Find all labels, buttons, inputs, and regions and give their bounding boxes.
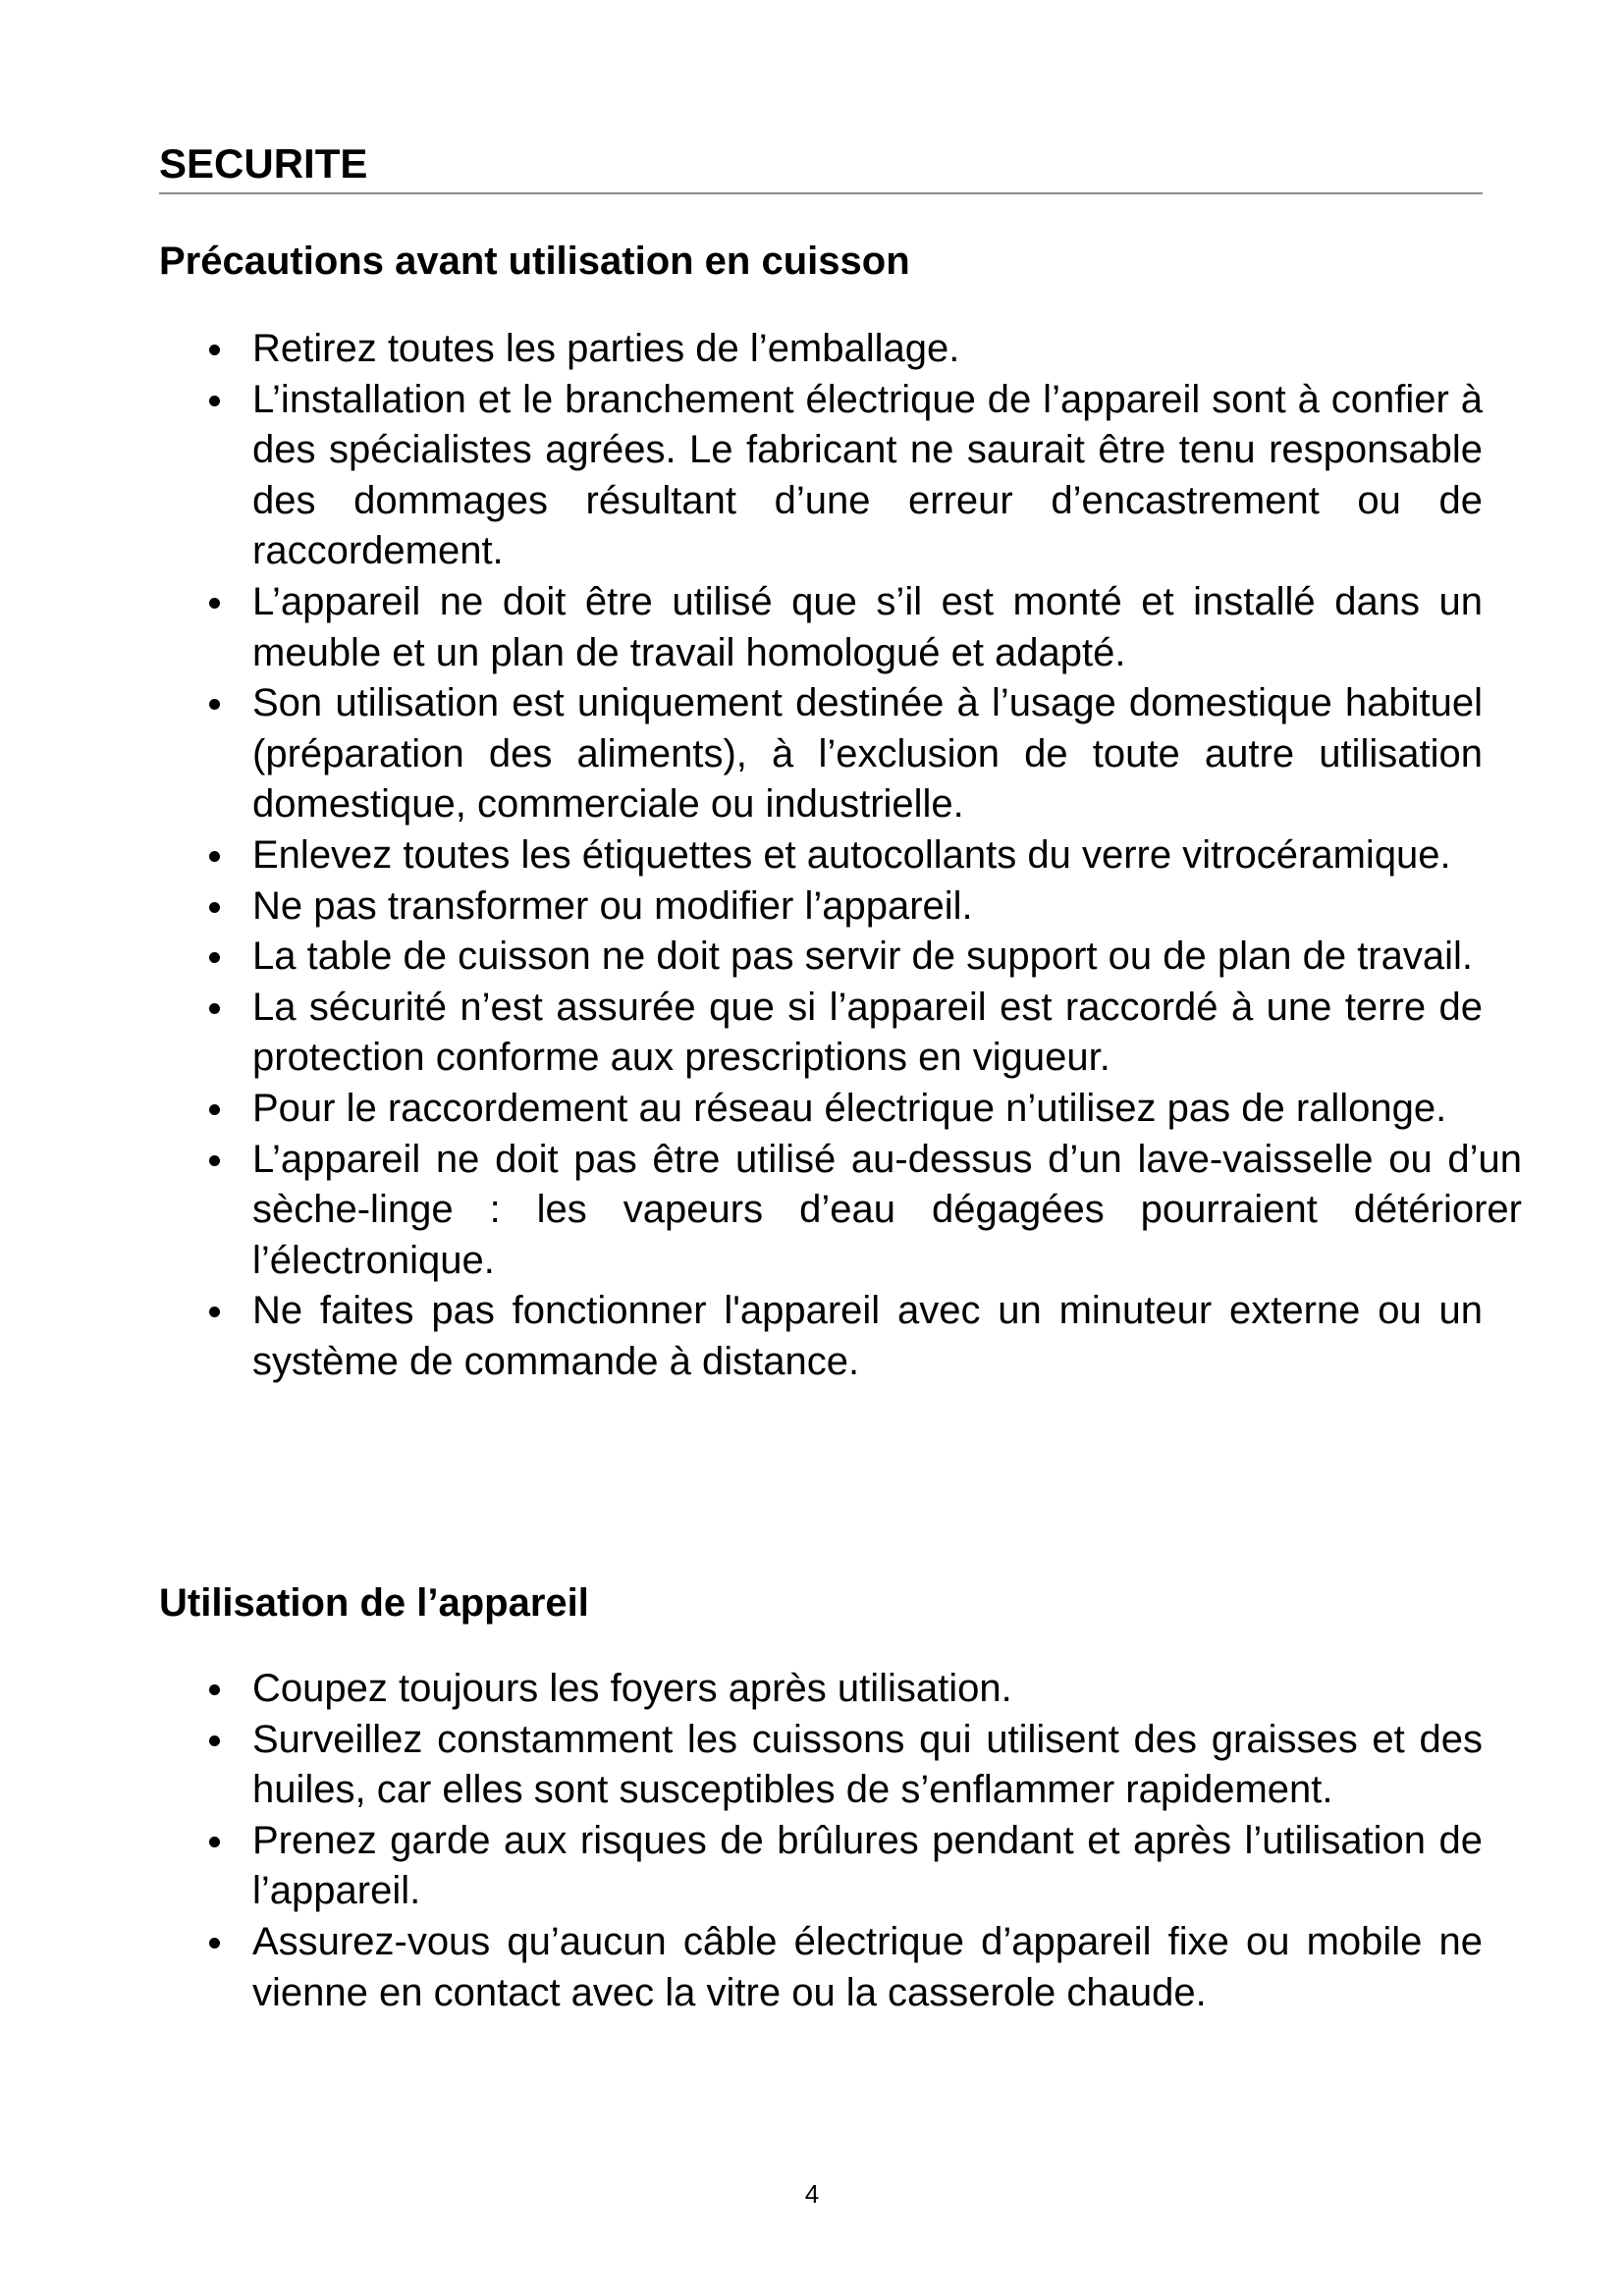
list-item: Surveillez constamment les cuissons qui utilisent des graisses et des huiles, car elles sont susceptibles de s’enflammer rapidement. (0, 1715, 1483, 1816)
page-title: SECURITE (159, 139, 1483, 194)
bullet-list-utilisation (0, 1664, 1483, 2018)
list-item: Prenez garde aux risques de brûlures pendant et après l’utilisation de l’appareil. (0, 1816, 1483, 1917)
list-item: L’installation et le branchement électrique de l’appareil sont à confier à des spécialistes agrées. Le fabricant ne saurait être tenu responsable des dommages résultant d’une erreur d’encastrement ou de raccordement. (0, 375, 1483, 577)
list-item: L’appareil ne doit pas être utilisé au-dessus d’un lave-vaisselle ou d’un sèche-linge : les vapeurs d’eau dégagées pourraient détériorer l’électronique. (0, 1135, 1522, 1287)
list-item: Ne faites pas fonctionner l'appareil avec un minuteur externe ou un système de commande à distance. (0, 1286, 1483, 1387)
list-item: Enlevez toutes les étiquettes et autocollants du verre vitrocéramique. (0, 830, 1483, 881)
list-item: Pour le raccordement au réseau électrique n’utilisez pas de rallonge. (0, 1084, 1483, 1135)
section-heading-precautions: Précautions avant utilisation en cuisson (159, 240, 910, 283)
list-item: Coupez toujours les foyers après utilisation. (0, 1664, 1483, 1715)
list-item: La table de cuisson ne doit pas servir de support ou de plan de travail. (0, 932, 1483, 983)
bullet-list-precautions (0, 324, 1522, 1387)
page-number: 4 (804, 2179, 820, 2209)
list-item: Retirez toutes les parties de l’emballage. (0, 324, 1483, 375)
list-item: Ne pas transformer ou modifier l’appareil. (0, 881, 1483, 933)
list-item: Assurez-vous qu’aucun câble électrique d’appareil fixe ou mobile ne vienne en contact avec la vitre ou la casserole chaude. (0, 1917, 1483, 2018)
list-item: L’appareil ne doit être utilisé que s’il est monté et installé dans un meuble et un plan de travail homologué et adapté. (0, 577, 1483, 678)
section-heading-utilisation: Utilisation de l’appareil (159, 1581, 589, 1625)
list-item: La sécurité n’est assurée que si l’appareil est raccordé à une terre de protection conforme aux prescriptions en vigueur. (0, 983, 1483, 1084)
list-item: Son utilisation est uniquement destinée à l’usage domestique habituel (préparation des aliments), à l’exclusion de toute autre utilisation domestique, commerciale ou industrielle. (0, 678, 1483, 830)
